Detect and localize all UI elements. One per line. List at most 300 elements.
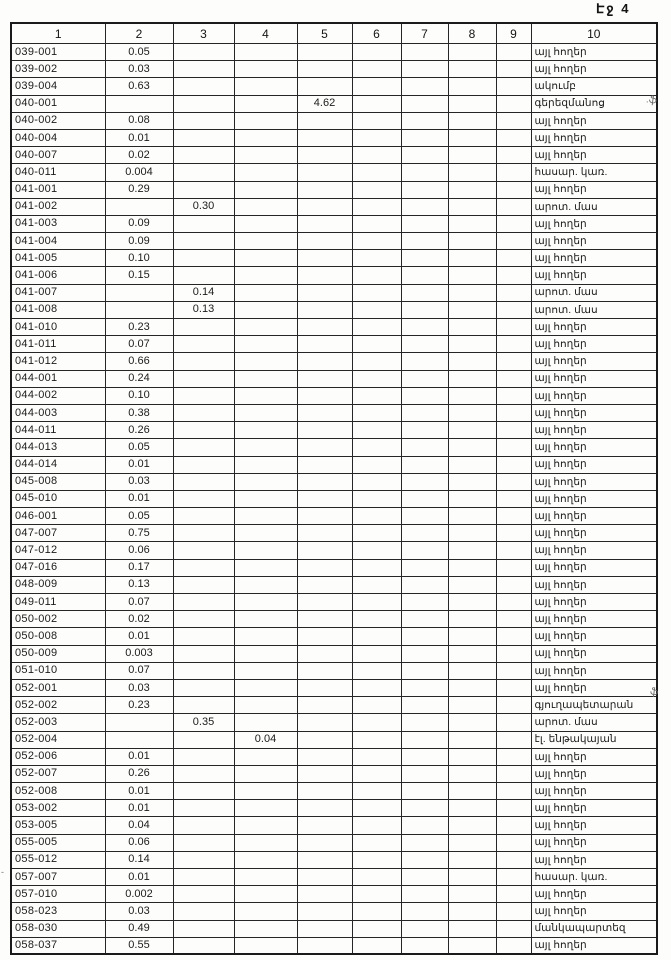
value-col9-cell bbox=[496, 542, 531, 559]
value-col6-cell bbox=[352, 490, 401, 507]
parcel-code-cell: 039-002 bbox=[11, 61, 105, 78]
value-col4-cell bbox=[234, 233, 297, 250]
value-col5-cell bbox=[297, 576, 352, 593]
value-col2-cell bbox=[105, 198, 173, 215]
value-col6-cell bbox=[352, 645, 401, 662]
value-col4-cell bbox=[234, 129, 297, 146]
value-col2-cell: 0.55 bbox=[105, 937, 173, 954]
table-row bbox=[11, 886, 657, 903]
value-col7-cell bbox=[401, 714, 448, 731]
value-col9-cell bbox=[496, 456, 531, 473]
value-col3-cell bbox=[173, 834, 234, 851]
value-col6-cell bbox=[352, 422, 401, 439]
table-row bbox=[11, 473, 657, 490]
value-col4-cell bbox=[234, 181, 297, 198]
value-col8-cell bbox=[448, 250, 496, 267]
value-col9-cell bbox=[496, 112, 531, 129]
value-col9-cell bbox=[496, 250, 531, 267]
value-col9-cell bbox=[496, 215, 531, 232]
value-col8-cell bbox=[448, 697, 496, 714]
value-col6-cell bbox=[352, 594, 401, 611]
table-body bbox=[11, 44, 657, 955]
value-col2-cell: 0.002 bbox=[105, 886, 173, 903]
value-col9-cell bbox=[496, 353, 531, 370]
value-col6-cell bbox=[352, 404, 401, 421]
table-row bbox=[11, 250, 657, 267]
value-col3-cell bbox=[173, 662, 234, 679]
value-col3-cell bbox=[173, 800, 234, 817]
value-col8-cell bbox=[448, 542, 496, 559]
value-col4-cell bbox=[234, 112, 297, 129]
land-use-cell: այլ հողեր bbox=[531, 267, 657, 284]
value-col5-cell bbox=[297, 404, 352, 421]
value-col3-cell bbox=[173, 490, 234, 507]
value-col8-cell bbox=[448, 61, 496, 78]
value-col7-cell bbox=[401, 645, 448, 662]
land-parcel-table bbox=[10, 22, 658, 955]
value-col2-cell: 0.07 bbox=[105, 336, 173, 353]
value-col9-cell bbox=[496, 800, 531, 817]
value-col7-cell bbox=[401, 559, 448, 576]
value-col6-cell bbox=[352, 319, 401, 336]
value-col2-cell bbox=[105, 731, 173, 748]
parcel-code-cell: 044-013 bbox=[11, 439, 105, 456]
value-col6-cell bbox=[352, 525, 401, 542]
value-col9-cell bbox=[496, 714, 531, 731]
value-col4-cell bbox=[234, 834, 297, 851]
value-col7-cell bbox=[401, 181, 448, 198]
table-row bbox=[11, 233, 657, 250]
value-col9-cell bbox=[496, 508, 531, 525]
land-use-cell: ակումբ bbox=[531, 78, 657, 95]
parcel-code-cell: 044-011 bbox=[11, 422, 105, 439]
parcel-code-cell: 050-008 bbox=[11, 628, 105, 645]
value-col5-cell bbox=[297, 937, 352, 954]
value-col9-cell bbox=[496, 748, 531, 765]
value-col4-cell bbox=[234, 473, 297, 490]
land-use-cell: արոտ. մաս bbox=[531, 301, 657, 318]
value-col9-cell bbox=[496, 301, 531, 318]
value-col6-cell bbox=[352, 800, 401, 817]
land-use-cell: այլ հողեր bbox=[531, 129, 657, 146]
value-col8-cell bbox=[448, 456, 496, 473]
value-col4-cell bbox=[234, 404, 297, 421]
value-col3-cell bbox=[173, 370, 234, 387]
value-col5-cell bbox=[297, 336, 352, 353]
value-col4-cell bbox=[234, 61, 297, 78]
value-col8-cell bbox=[448, 662, 496, 679]
value-col2-cell: 0.004 bbox=[105, 164, 173, 181]
value-col3-cell bbox=[173, 851, 234, 868]
value-col8-cell bbox=[448, 817, 496, 834]
value-col6-cell bbox=[352, 370, 401, 387]
table-row bbox=[11, 129, 657, 146]
value-col4-cell bbox=[234, 869, 297, 886]
value-col5-cell bbox=[297, 44, 352, 61]
value-col7-cell bbox=[401, 370, 448, 387]
land-use-cell: այլ հողեր bbox=[531, 181, 657, 198]
value-col5-cell bbox=[297, 129, 352, 146]
value-col3-cell: 0.30 bbox=[173, 198, 234, 215]
value-col6-cell bbox=[352, 473, 401, 490]
value-col4-cell bbox=[234, 198, 297, 215]
column-header-3: 3 bbox=[173, 23, 234, 44]
value-col6-cell bbox=[352, 112, 401, 129]
value-col9-cell bbox=[496, 765, 531, 782]
value-col3-cell bbox=[173, 508, 234, 525]
value-col3-cell bbox=[173, 95, 234, 112]
value-col2-cell: 0.04 bbox=[105, 817, 173, 834]
value-col4-cell bbox=[234, 783, 297, 800]
value-col2-cell bbox=[105, 714, 173, 731]
value-col6-cell bbox=[352, 869, 401, 886]
land-use-cell: արոտ. մաս bbox=[531, 198, 657, 215]
table-row bbox=[11, 903, 657, 920]
value-col5-cell bbox=[297, 61, 352, 78]
value-col4-cell bbox=[234, 44, 297, 61]
table-row bbox=[11, 920, 657, 937]
value-col4-cell bbox=[234, 370, 297, 387]
value-col6-cell bbox=[352, 301, 401, 318]
value-col9-cell bbox=[496, 851, 531, 868]
value-col6-cell bbox=[352, 714, 401, 731]
parcel-code-cell: 058-030 bbox=[11, 920, 105, 937]
table-row bbox=[11, 697, 657, 714]
table-row bbox=[11, 336, 657, 353]
value-col4-cell bbox=[234, 542, 297, 559]
table-row bbox=[11, 456, 657, 473]
value-col4-cell bbox=[234, 662, 297, 679]
value-col8-cell bbox=[448, 714, 496, 731]
value-col2-cell bbox=[105, 284, 173, 301]
parcel-code-cell: 047-016 bbox=[11, 559, 105, 576]
value-col4-cell bbox=[234, 525, 297, 542]
value-col2-cell: 0.66 bbox=[105, 353, 173, 370]
value-col6-cell bbox=[352, 748, 401, 765]
value-col8-cell bbox=[448, 645, 496, 662]
land-use-cell: այլ հողեր bbox=[531, 937, 657, 954]
value-col9-cell bbox=[496, 679, 531, 696]
land-use-cell: այլ հողեր bbox=[531, 851, 657, 868]
parcel-code-cell: 053-002 bbox=[11, 800, 105, 817]
value-col4-cell bbox=[234, 576, 297, 593]
parcel-code-cell: 046-001 bbox=[11, 508, 105, 525]
value-col5-cell bbox=[297, 886, 352, 903]
value-col3-cell bbox=[173, 679, 234, 696]
value-col2-cell: 0.03 bbox=[105, 903, 173, 920]
value-col4-cell bbox=[234, 748, 297, 765]
value-col8-cell bbox=[448, 129, 496, 146]
column-header-8: 8 bbox=[448, 23, 496, 44]
value-col5-cell bbox=[297, 422, 352, 439]
value-col8-cell bbox=[448, 559, 496, 576]
value-col3-cell bbox=[173, 748, 234, 765]
parcel-code-cell: 041-004 bbox=[11, 233, 105, 250]
parcel-code-cell: 050-002 bbox=[11, 611, 105, 628]
value-col7-cell bbox=[401, 748, 448, 765]
value-col8-cell bbox=[448, 834, 496, 851]
land-use-cell: այլ հողեր bbox=[531, 783, 657, 800]
value-col5-cell bbox=[297, 783, 352, 800]
value-col7-cell bbox=[401, 542, 448, 559]
table-row bbox=[11, 422, 657, 439]
parcel-code-cell: 047-012 bbox=[11, 542, 105, 559]
value-col4-cell bbox=[234, 903, 297, 920]
value-col7-cell bbox=[401, 869, 448, 886]
value-col9-cell bbox=[496, 628, 531, 645]
value-col9-cell bbox=[496, 61, 531, 78]
value-col3-cell bbox=[173, 903, 234, 920]
value-col6-cell bbox=[352, 886, 401, 903]
value-col4-cell bbox=[234, 645, 297, 662]
value-col3-cell bbox=[173, 439, 234, 456]
value-col5-cell bbox=[297, 800, 352, 817]
value-col5-cell bbox=[297, 920, 352, 937]
value-col9-cell bbox=[496, 233, 531, 250]
value-col7-cell bbox=[401, 404, 448, 421]
table-row bbox=[11, 851, 657, 868]
value-col2-cell: 0.03 bbox=[105, 473, 173, 490]
value-col9-cell bbox=[496, 387, 531, 404]
value-col5-cell bbox=[297, 181, 352, 198]
value-col5-cell bbox=[297, 353, 352, 370]
value-col6-cell bbox=[352, 44, 401, 61]
value-col3-cell bbox=[173, 817, 234, 834]
value-col7-cell bbox=[401, 525, 448, 542]
parcel-code-cell: 052-001 bbox=[11, 679, 105, 696]
value-col5-cell bbox=[297, 594, 352, 611]
value-col6-cell bbox=[352, 456, 401, 473]
value-col7-cell bbox=[401, 662, 448, 679]
value-col9-cell bbox=[496, 662, 531, 679]
table-row bbox=[11, 112, 657, 129]
value-col5-cell bbox=[297, 645, 352, 662]
value-col2-cell: 0.05 bbox=[105, 439, 173, 456]
land-use-cell: այլ հողեր bbox=[531, 800, 657, 817]
value-col4-cell bbox=[234, 164, 297, 181]
value-col6-cell bbox=[352, 284, 401, 301]
column-header-2: 2 bbox=[105, 23, 173, 44]
value-col2-cell: 0.07 bbox=[105, 662, 173, 679]
value-col2-cell: 0.38 bbox=[105, 404, 173, 421]
value-col5-cell bbox=[297, 765, 352, 782]
value-col7-cell bbox=[401, 198, 448, 215]
land-use-cell: այլ հողեր bbox=[531, 147, 657, 164]
value-col4-cell bbox=[234, 301, 297, 318]
value-col3-cell bbox=[173, 576, 234, 593]
land-use-cell: այլ հողեր bbox=[531, 233, 657, 250]
value-col6-cell bbox=[352, 783, 401, 800]
value-col2-cell: 0.23 bbox=[105, 319, 173, 336]
value-col5-cell bbox=[297, 508, 352, 525]
value-col8-cell bbox=[448, 439, 496, 456]
land-use-cell: այլ հողեր bbox=[531, 679, 657, 696]
value-col4-cell bbox=[234, 765, 297, 782]
value-col6-cell bbox=[352, 937, 401, 954]
parcel-code-cell: 039-004 bbox=[11, 78, 105, 95]
value-col8-cell bbox=[448, 611, 496, 628]
value-col7-cell bbox=[401, 920, 448, 937]
land-use-cell: այլ հողեր bbox=[531, 353, 657, 370]
value-col3-cell bbox=[173, 628, 234, 645]
parcel-code-cell: 040-011 bbox=[11, 164, 105, 181]
value-col3-cell bbox=[173, 112, 234, 129]
value-col6-cell bbox=[352, 834, 401, 851]
value-col4-cell bbox=[234, 937, 297, 954]
value-col5-cell bbox=[297, 903, 352, 920]
value-col6-cell bbox=[352, 336, 401, 353]
value-col7-cell bbox=[401, 851, 448, 868]
table-row bbox=[11, 508, 657, 525]
value-col6-cell bbox=[352, 542, 401, 559]
value-col6-cell bbox=[352, 817, 401, 834]
value-col8-cell bbox=[448, 301, 496, 318]
value-col8-cell bbox=[448, 594, 496, 611]
land-use-cell: էլ. ենթակայան bbox=[531, 731, 657, 748]
value-col9-cell bbox=[496, 576, 531, 593]
value-col8-cell bbox=[448, 473, 496, 490]
parcel-code-cell: 052-007 bbox=[11, 765, 105, 782]
value-col5-cell bbox=[297, 542, 352, 559]
value-col7-cell bbox=[401, 95, 448, 112]
value-col4-cell bbox=[234, 508, 297, 525]
value-col2-cell: 0.06 bbox=[105, 542, 173, 559]
value-col9-cell bbox=[496, 404, 531, 421]
value-col4-cell bbox=[234, 456, 297, 473]
value-col7-cell bbox=[401, 336, 448, 353]
value-col2-cell bbox=[105, 95, 173, 112]
value-col2-cell: 0.17 bbox=[105, 559, 173, 576]
value-col9-cell bbox=[496, 181, 531, 198]
value-col4-cell bbox=[234, 886, 297, 903]
value-col8-cell bbox=[448, 920, 496, 937]
value-col3-cell bbox=[173, 404, 234, 421]
value-col3-cell bbox=[173, 129, 234, 146]
value-col7-cell bbox=[401, 886, 448, 903]
value-col5-cell bbox=[297, 164, 352, 181]
value-col5-cell bbox=[297, 628, 352, 645]
land-use-cell: այլ հողեր bbox=[531, 525, 657, 542]
value-col5-cell bbox=[297, 473, 352, 490]
value-col4-cell bbox=[234, 319, 297, 336]
table-row bbox=[11, 748, 657, 765]
parcel-code-cell: 057-010 bbox=[11, 886, 105, 903]
value-col2-cell: 0.05 bbox=[105, 44, 173, 61]
value-col6-cell bbox=[352, 903, 401, 920]
value-col6-cell bbox=[352, 851, 401, 868]
value-col3-cell bbox=[173, 181, 234, 198]
value-col9-cell bbox=[496, 886, 531, 903]
value-col3-cell bbox=[173, 353, 234, 370]
value-col6-cell bbox=[352, 353, 401, 370]
parcel-code-cell: 041-001 bbox=[11, 181, 105, 198]
parcel-code-cell: 039-001 bbox=[11, 44, 105, 61]
value-col6-cell bbox=[352, 731, 401, 748]
value-col3-cell bbox=[173, 233, 234, 250]
table-row bbox=[11, 817, 657, 834]
value-col5-cell bbox=[297, 662, 352, 679]
parcel-code-cell: 040-004 bbox=[11, 129, 105, 146]
value-col4-cell bbox=[234, 215, 297, 232]
table-row bbox=[11, 215, 657, 232]
land-use-cell: հասար. կառ. bbox=[531, 164, 657, 181]
land-use-cell: այլ հողեր bbox=[531, 215, 657, 232]
value-col3-cell bbox=[173, 422, 234, 439]
value-col5-cell bbox=[297, 456, 352, 473]
parcel-code-cell: 052-006 bbox=[11, 748, 105, 765]
value-col3-cell bbox=[173, 473, 234, 490]
value-col6-cell bbox=[352, 697, 401, 714]
table-row bbox=[11, 95, 657, 112]
value-col9-cell bbox=[496, 817, 531, 834]
parcel-code-cell: 051-010 bbox=[11, 662, 105, 679]
parcel-code-cell: 048-009 bbox=[11, 576, 105, 593]
value-col2-cell: 0.01 bbox=[105, 628, 173, 645]
value-col6-cell bbox=[352, 215, 401, 232]
value-col6-cell bbox=[352, 508, 401, 525]
value-col4-cell bbox=[234, 628, 297, 645]
value-col7-cell bbox=[401, 387, 448, 404]
table-row bbox=[11, 387, 657, 404]
parcel-code-cell: 041-010 bbox=[11, 319, 105, 336]
value-col8-cell bbox=[448, 284, 496, 301]
parcel-code-cell: 044-014 bbox=[11, 456, 105, 473]
table-row bbox=[11, 404, 657, 421]
value-col7-cell bbox=[401, 233, 448, 250]
value-col8-cell bbox=[448, 937, 496, 954]
value-col7-cell bbox=[401, 628, 448, 645]
value-col9-cell bbox=[496, 198, 531, 215]
value-col8-cell bbox=[448, 800, 496, 817]
value-col8-cell bbox=[448, 576, 496, 593]
value-col7-cell bbox=[401, 473, 448, 490]
parcel-code-cell: 041-007 bbox=[11, 284, 105, 301]
value-col2-cell: 0.09 bbox=[105, 233, 173, 250]
land-use-cell: մանկապարտեզ bbox=[531, 920, 657, 937]
value-col9-cell bbox=[496, 490, 531, 507]
value-col4-cell bbox=[234, 336, 297, 353]
value-col4-cell bbox=[234, 559, 297, 576]
value-col8-cell bbox=[448, 181, 496, 198]
value-col8-cell bbox=[448, 404, 496, 421]
land-use-cell: այլ հողեր bbox=[531, 886, 657, 903]
value-col9-cell bbox=[496, 525, 531, 542]
value-col7-cell bbox=[401, 129, 448, 146]
value-col2-cell: 0.14 bbox=[105, 851, 173, 868]
value-col3-cell bbox=[173, 542, 234, 559]
parcel-code-cell: 047-007 bbox=[11, 525, 105, 542]
value-col2-cell: 0.01 bbox=[105, 490, 173, 507]
value-col9-cell bbox=[496, 473, 531, 490]
value-col8-cell bbox=[448, 387, 496, 404]
value-col4-cell bbox=[234, 611, 297, 628]
value-col3-cell bbox=[173, 456, 234, 473]
table-row bbox=[11, 61, 657, 78]
value-col3-cell bbox=[173, 525, 234, 542]
value-col3-cell bbox=[173, 387, 234, 404]
value-col7-cell bbox=[401, 61, 448, 78]
value-col4-cell bbox=[234, 439, 297, 456]
value-col8-cell bbox=[448, 525, 496, 542]
parcel-code-cell: 058-037 bbox=[11, 937, 105, 954]
table-row bbox=[11, 267, 657, 284]
parcel-code-cell: 040-001 bbox=[11, 95, 105, 112]
value-col3-cell bbox=[173, 250, 234, 267]
value-col4-cell bbox=[234, 95, 297, 112]
value-col8-cell bbox=[448, 628, 496, 645]
value-col5-cell bbox=[297, 748, 352, 765]
value-col3-cell bbox=[173, 44, 234, 61]
